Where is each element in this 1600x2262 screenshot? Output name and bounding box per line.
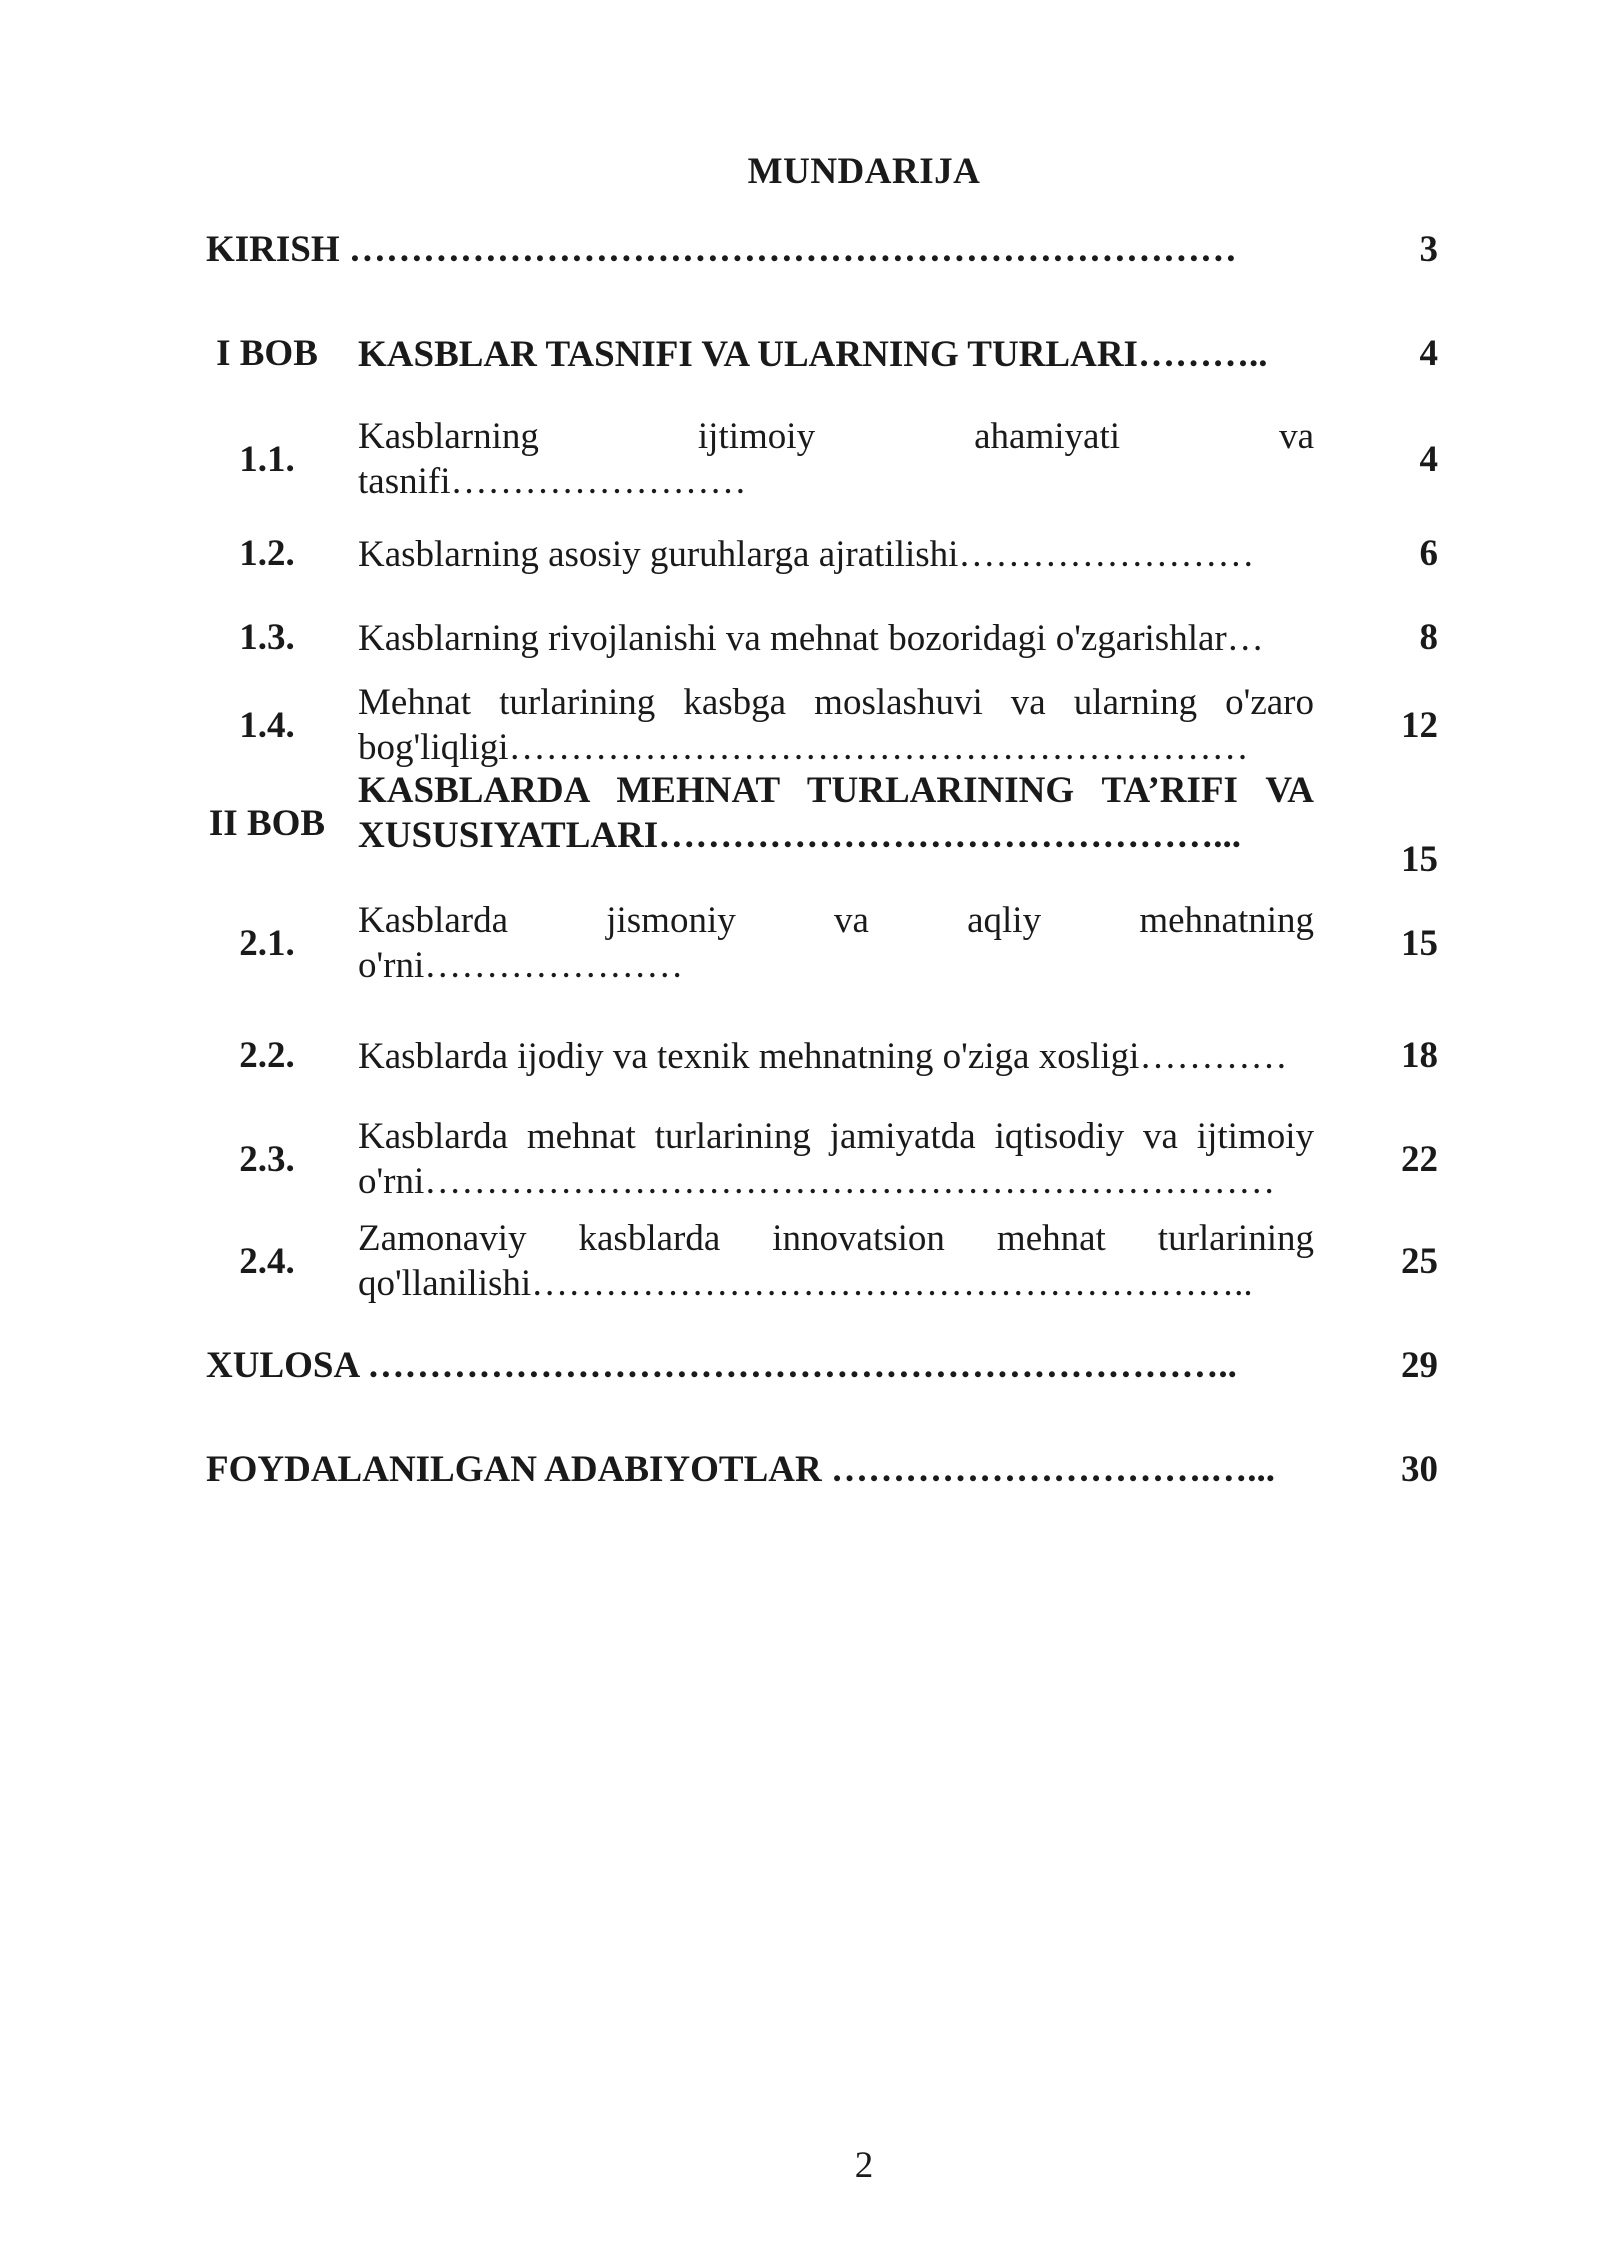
toc-entry-label: KIRISH ………………………………………………………………	[206, 229, 1237, 270]
toc-entry-title-line1: Zamonaviy kasblarda innovatsion mehnat turlarining	[358, 1218, 1314, 1259]
toc-entry-title-line2: tasnifi……………………	[358, 461, 747, 502]
toc-page-number: 25	[1401, 1241, 1438, 1282]
toc-entry-title	[358, 898, 1314, 988]
toc-page-number: 8	[1419, 617, 1438, 658]
toc-entry-title-line2: XUSUSIYATLARI………………………………………...	[358, 815, 1241, 856]
toc-page-number: 30	[1401, 1449, 1438, 1490]
toc-page-number: 15	[1401, 839, 1438, 880]
toc-entry-title: Kasblarning asosiy guruhlarga ajratilishi……………………	[358, 534, 1255, 575]
toc-entry-title	[358, 1216, 1314, 1306]
toc-entry-title	[358, 768, 1314, 858]
toc-page-number: 18	[1401, 1035, 1438, 1076]
toc-entry-title-line1: Mehnat turlarining kasbga moslashuvi va ularning o'zaro	[358, 682, 1314, 723]
toc-entry-number: 1.1.	[239, 439, 295, 480]
toc-entry-title-line1: KASBLARDA MEHNAT TURLARINING TA’RIFI VA	[358, 770, 1314, 811]
toc-entry-title-line2: bog'liqligi……………………………………………………	[358, 727, 1249, 768]
toc-page-number: 15	[1401, 923, 1438, 964]
toc-entry-number: I BOB	[216, 333, 318, 374]
toc-entry-title	[358, 414, 1314, 504]
toc-page-number: 4	[1419, 439, 1438, 480]
toc-page-number: 29	[1401, 1345, 1438, 1386]
page-title: MUNDARIJA	[747, 151, 981, 192]
toc-entry-number: 2.2.	[239, 1035, 295, 1076]
toc-page-number: 4	[1419, 333, 1438, 374]
toc-entry-title	[358, 680, 1314, 770]
toc-entry-title: Kasblarda ijodiy va texnik mehnatning o'ziga xosligi…………	[358, 1036, 1288, 1077]
toc-entry-number: 2.1.	[239, 923, 295, 964]
toc-entry-title: KASBLAR TASNIFI VA ULARNING TURLARI………..	[358, 334, 1268, 375]
toc-page-number: 12	[1401, 705, 1438, 746]
footer-page-number: 2	[854, 2145, 874, 2186]
toc-entry-number: II BOB	[208, 803, 326, 844]
toc-entry-number: 1.3.	[239, 617, 295, 658]
toc-entry-number: 1.4.	[239, 705, 295, 746]
toc-page-number: 3	[1419, 229, 1438, 270]
toc-entry-label: FOYDALANILGAN ADABIYOTLAR ………………………….…...	[206, 1449, 1275, 1490]
toc-entry-number: 1.2.	[239, 533, 295, 574]
toc-entry-title-line2: o'rni……………………………………………………………	[358, 1161, 1276, 1202]
toc-entry-title-line1: Kasblarda mehnat turlarining jamiyatda iqtisodiy va ijtimoiy	[358, 1116, 1314, 1157]
toc-page-number: 22	[1401, 1139, 1438, 1180]
toc-entry-title-line2: qo'llanilishi…………………………………………………..	[358, 1263, 1253, 1304]
toc-page-number: 6	[1419, 533, 1438, 574]
toc-entry-title: Kasblarning rivojlanishi va mehnat bozoridagi o'zgarishlar…	[358, 618, 1264, 659]
toc-entry-title	[358, 1114, 1314, 1204]
toc-entry-title-line1: Kasblarda jismoniy va aqliy mehnatning	[358, 900, 1314, 941]
toc-entry-label: XULOSA ……………………………………………………………..	[206, 1345, 1237, 1386]
toc-entry-number: 2.4.	[239, 1241, 295, 1282]
toc-entry-number: 2.3.	[239, 1139, 295, 1180]
toc-entry-title-line1: Kasblarning ijtimoiy ahamiyati va	[358, 416, 1314, 457]
toc-entry-title-line2: o'rni…………………	[358, 945, 684, 986]
